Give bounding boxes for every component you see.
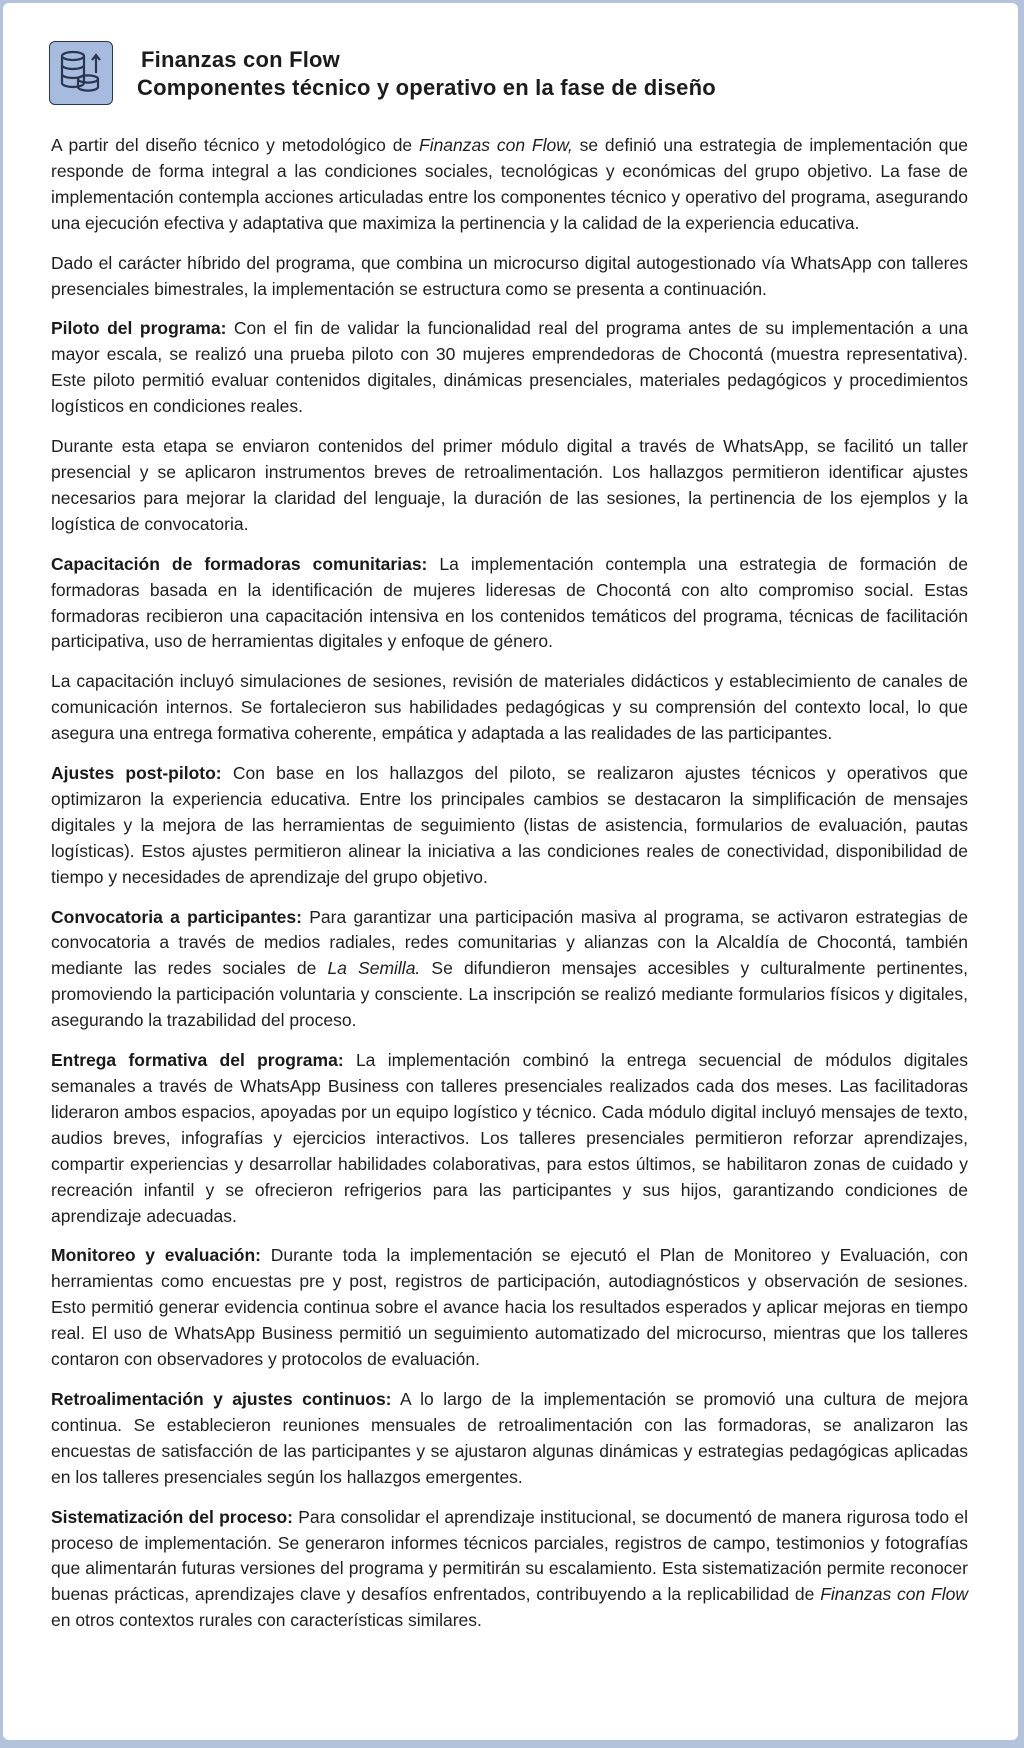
database-transfer-icon xyxy=(49,41,113,105)
program-name-italic: Finanzas con Flow, xyxy=(419,135,573,155)
paragraph-text: Para consolidar el aprendizaje institucional, se documentó de manera rigurosa todo el proceso de implementación. Se generaron informes técnicos parciales, registros de campo, testimonios y fotografías que alimentarán futuras versiones del programa y permitirán su escalamiento. Esta sistematización permite reconocer buenas prácticas, aprendizajes clave y desafíos enfrentados, contribuyendo a la replicabilidad de xyxy=(51,1506,968,1605)
paragraph-intro-1 xyxy=(51,133,968,237)
paragraph-text: se definió una estrategia de implementación que responde de forma integral a las condiciones sociales, tecnológicas y económicas del grupo objetivo. La fase de implementación contempla acciones articuladas entre los componentes técnico y operativo del programa, asegurando una ejecución efectiva y adaptativa que maximiza la pertinencia y la calidad de la experiencia educativa. xyxy=(51,135,968,233)
paragraph-text: Con el fin de validar la funcionalidad real del programa antes de su implementación a una mayor escala, se realizó una prueba piloto con 30 mujeres emprendedoras de Chocontá (muestra representativa). Este piloto permitió evaluar contenidos digitales, dinámicas presenciales, materiales pedagógicos y procedimientos logísticos en condiciones reales. xyxy=(51,318,968,417)
program-name-italic: Finanzas con Flow xyxy=(820,1584,968,1605)
section-heading: Retroalimentación y ajustes continuos: xyxy=(51,1388,392,1409)
organization-name-italic: La Semilla. xyxy=(327,958,421,979)
section-heading: Sistematización del proceso: xyxy=(51,1506,293,1527)
paragraph-text: La capacitación incluyó simulaciones de sesiones, revisión de materiales didácticos y establecimiento de canales de comunicación internos. Se fortalecieron sus habilidades pedagógicas y su comprensión del contexto local, lo que asegura una entrega formativa coherente, empática y adaptada a las realidades de las participantes. xyxy=(51,671,968,744)
paragraph-capacitacion-2 xyxy=(51,669,968,747)
paragraph-text: A partir del diseño técnico y metodológico de xyxy=(51,135,419,155)
paragraph-text: Durante esta etapa se enviaron contenidos del primer módulo digital a través de WhatsApp, se facilitó un taller presencial y se aplicaron instrumentos breves de retroalimentación. Los hallazgos permitieron identificar ajustes necesarios para mejorar la claridad del lenguaje, la duración de las sesiones, la pertinencia de los ejemplos y la logística de convocatoria. xyxy=(51,436,968,534)
paragraph-text: La implementación combinó la entrega secuencial de módulos digitales semanales a través de WhatsApp Business con talleres presenciales realizados cada dos meses. Las facilitadoras lideraron ambos espacios, apoyadas por un equipo logístico y técnico. Cada módulo digital incluyó mensajes de texto, audios breves, infografías y ejercicios interactivos. Los talleres presenciales permitieron reforzar aprendizajes, compartir experiencias y desarrollar habilidades colaborativas, para estos últimos, se habilitaron zonas de cuidado y recreación infantil y se ofrecieron refrigerios para las participantes y sus hijos, garantizando condiciones de aprendizaje adecuadas. xyxy=(51,1050,968,1226)
paragraph-piloto-2 xyxy=(51,434,968,538)
paragraph-ajustes xyxy=(51,761,968,891)
paragraph-sistematizacion xyxy=(51,1505,968,1635)
paragraph-text: Dado el carácter híbrido del programa, que combina un microcurso digital autogestionado vía WhatsApp con talleres presenciales bimestrales, la implementación se estructura como se presenta a continuación. xyxy=(51,252,968,299)
section-heading: Ajustes post-piloto: xyxy=(51,763,222,784)
paragraph-piloto xyxy=(51,316,968,420)
paragraph-intro-2 xyxy=(51,251,968,303)
section-heading: Capacitación de formadoras comunitarias: xyxy=(51,553,428,574)
section-heading: Entrega formativa del programa: xyxy=(51,1050,344,1071)
header-title: Finanzas con Flow xyxy=(141,47,340,72)
paragraph-convocatoria xyxy=(51,905,968,1035)
paragraph-text: Para garantizar una participación masiva al programa, se activaron estrategias de convocatoria a través de medios radiales, redes comunitarias y alianzas con la Alcaldía de Chocontá, también mediante las redes sociales de xyxy=(51,906,968,979)
document-page xyxy=(3,3,1018,1740)
paragraph-text: Durante toda la implementación se ejecutó el Plan de Monitoreo y Evaluación, con herramientas como encuestas pre y post, registros de participación, autodiagnósticos y observación de sesiones. Esto permitió generar evidencia continua sobre el avance hacia los resultados esperados y aplicar mejoras en tiempo real. El uso de WhatsApp Business permitió un seguimiento automatizado del microcurso, mientras que los talleres contaron con observadores y protocolos de evaluación. xyxy=(51,1245,968,1370)
paragraph-text: en otros contextos rurales con características similares. xyxy=(51,1610,482,1631)
section-heading: Piloto del programa: xyxy=(51,318,227,339)
section-heading: Monitoreo y evaluación: xyxy=(51,1245,262,1266)
paragraph-text: A lo largo de la implementación se promovió una cultura de mejora continua. Se establecieron reuniones mensuales de retroalimentación con las formadoras, se analizaron las encuestas de satisfacción de las participantes y se ajustaron algunas dinámicas y estrategias pedagógicas aplicadas en los talleres presenciales según los hallazgos emergentes. xyxy=(51,1388,969,1487)
paragraph-entrega xyxy=(51,1048,968,1229)
document-body xyxy=(51,133,968,1648)
section-heading: Convocatoria a participantes: xyxy=(51,906,302,927)
paragraph-capacitacion xyxy=(51,552,968,656)
paragraph-retroalimentacion xyxy=(51,1387,968,1491)
paragraph-text: Con base en los hallazgos del piloto, se realizaron ajustes técnicos y operativos que optimizaron la experiencia educativa. Entre los principales cambios se destacaron la simplificación de mensajes digitales y la mejora de las herramientas de seguimiento (listas de asistencia, formularios de evaluación, pautas logísticas). Estos ajustes permitieron alinear la iniciativa a las condiciones reales de conectividad, disponibilidad de tiempo y necesidades de aprendizaje del grupo objetivo. xyxy=(51,763,969,887)
paragraph-text: Se difundieron mensajes accesibles y culturalmente pertinentes, promoviendo la participación voluntaria y consciente. La inscripción se realizó mediante formularios físicos y digitales, asegurando la trazabilidad del proceso. xyxy=(51,958,969,1031)
header xyxy=(49,41,989,109)
page-title: Componentes técnico y operativo en la fase de diseño xyxy=(137,75,716,100)
paragraph-monitoreo xyxy=(51,1243,968,1373)
paragraph-text: La implementación contempla una estrategia de formación de formadoras basada en la identificación de mujeres lideresas de Chocontá con alto compromiso social. Estas formadoras recibieron una capacitación intensiva en los contenidos temáticos del programa, técnicas de facilitación participativa, uso de herramientas digitales y enfoque de género. xyxy=(51,553,968,652)
